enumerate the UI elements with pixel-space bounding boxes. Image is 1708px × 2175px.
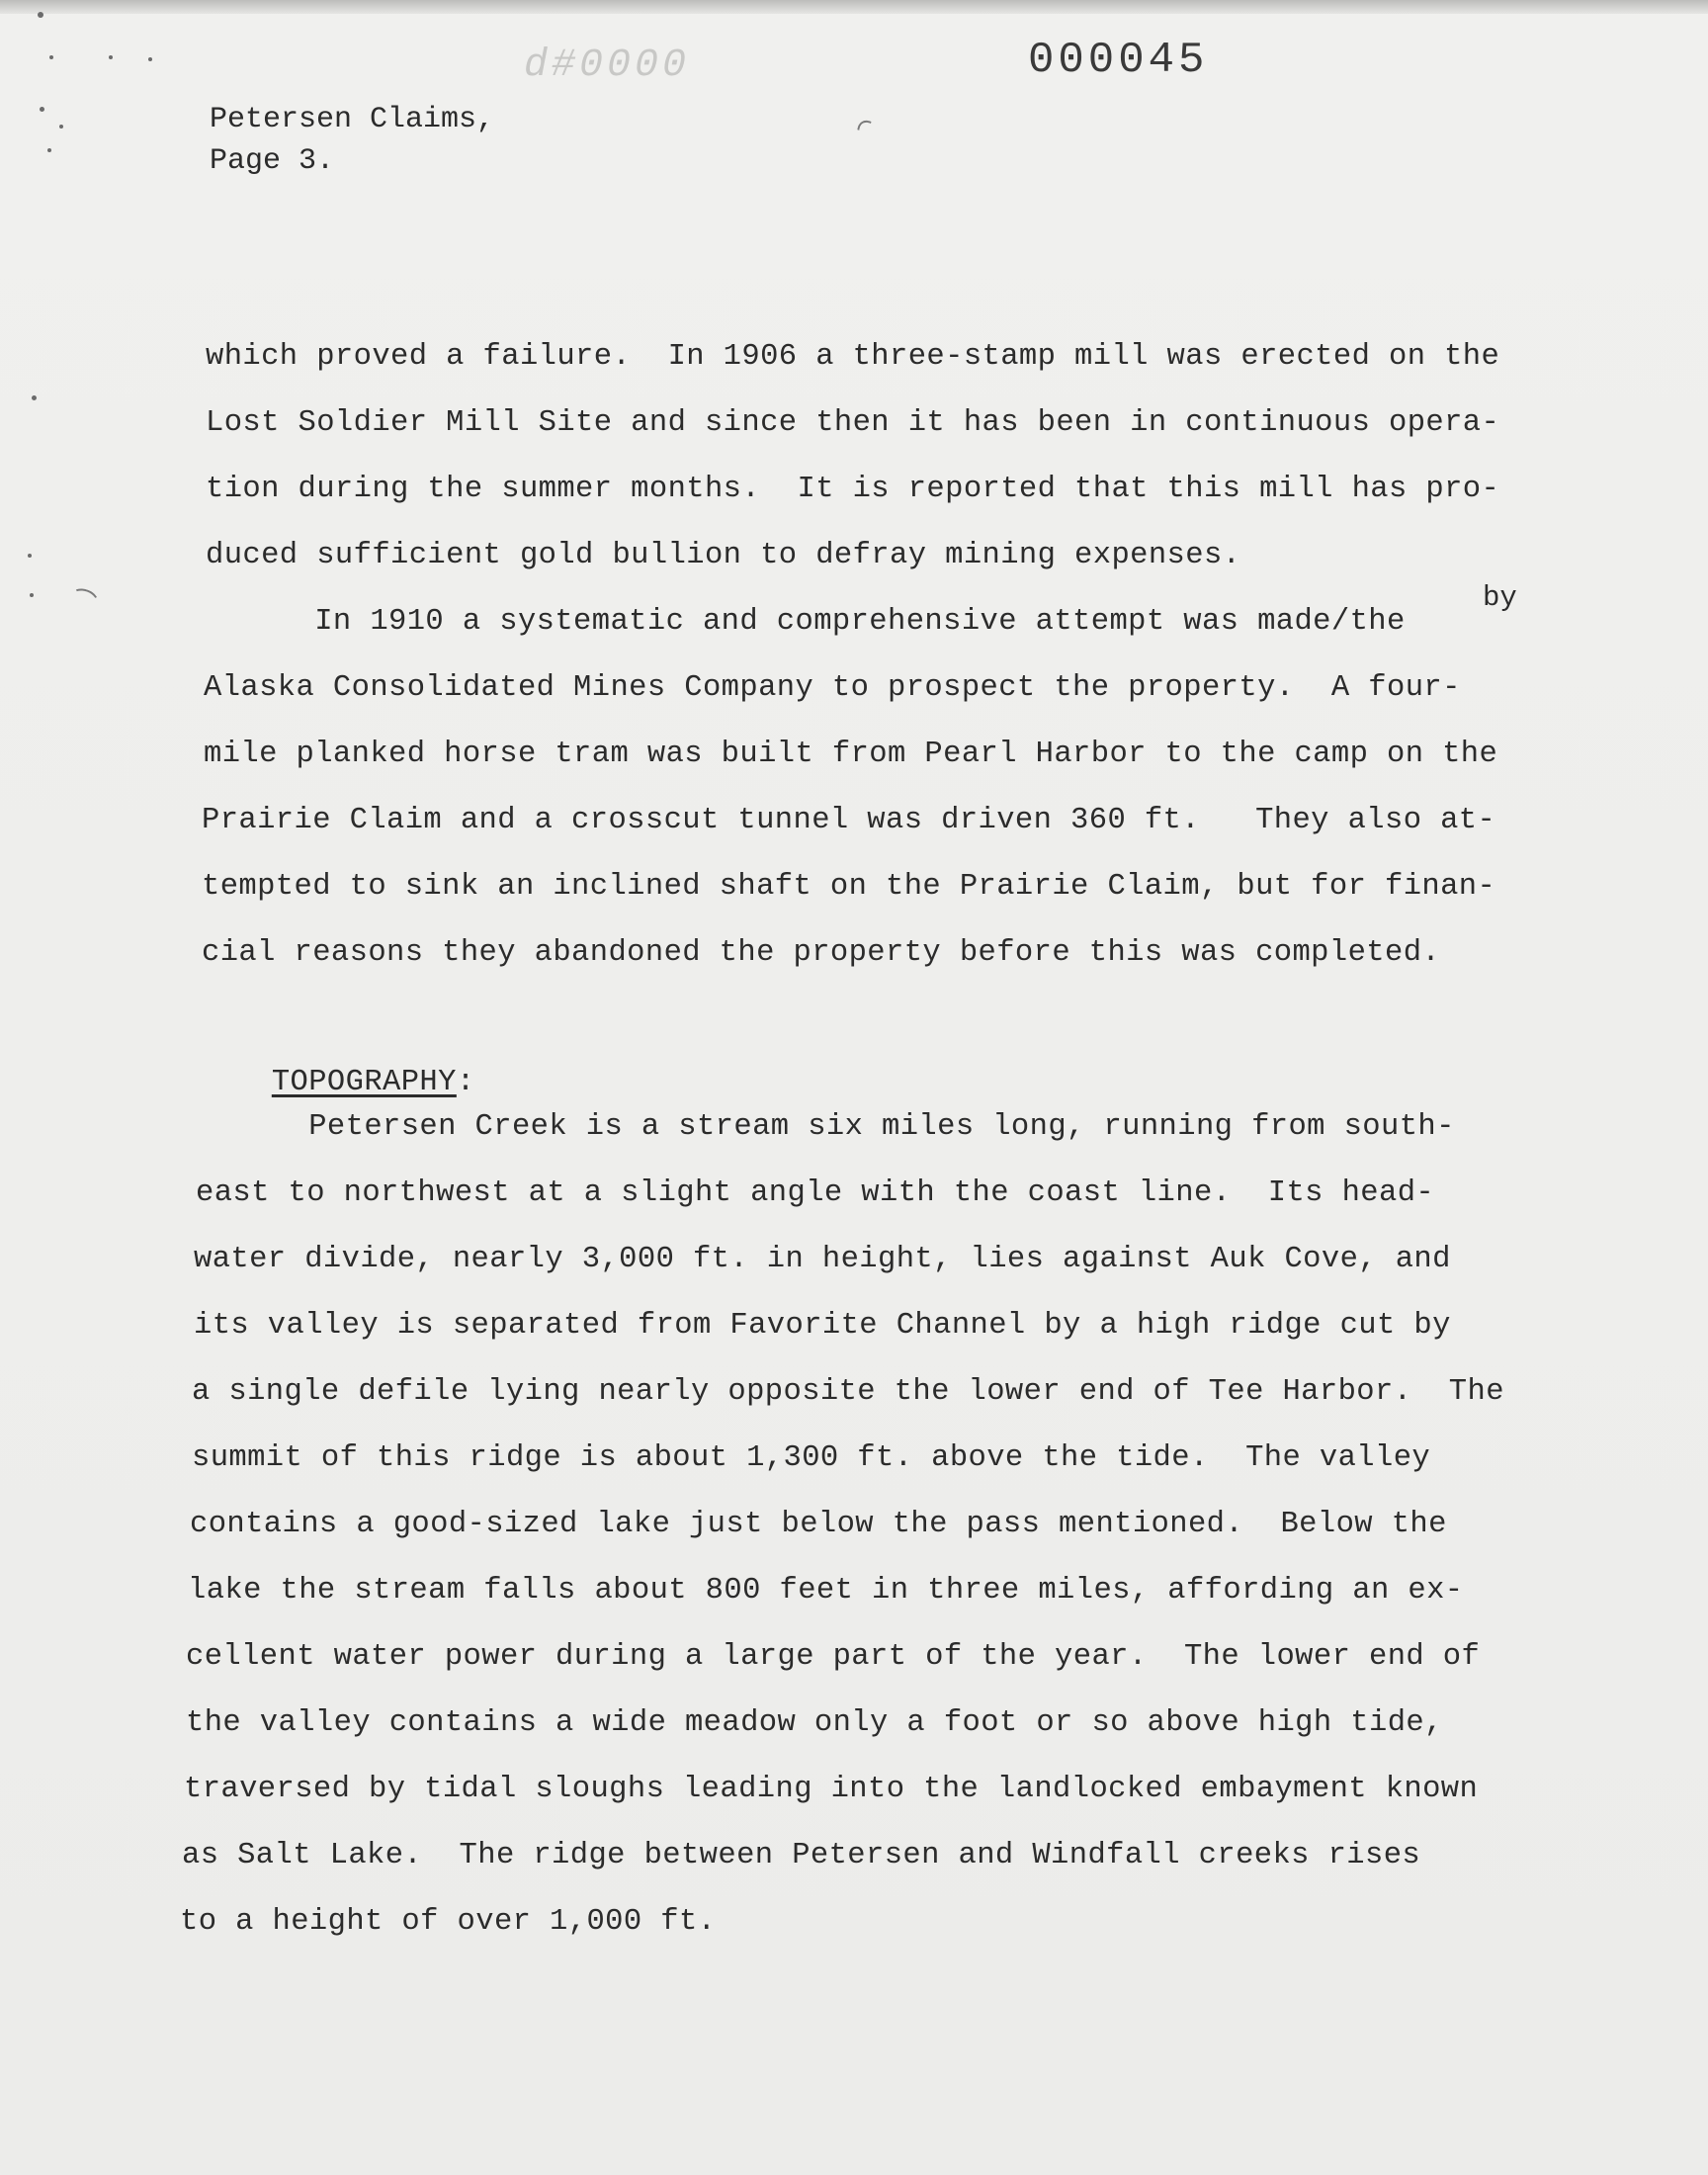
section-heading-text: TOPOGRAPHY xyxy=(271,1066,457,1099)
text-line: tempted to sink an inclined shaft on the Prairie Claim, but for finan- xyxy=(202,870,1496,904)
handwritten-insertion: by xyxy=(1483,581,1517,614)
text-line: Prairie Claim and a crosscut tunnel was driven 360 ft. They also at- xyxy=(202,804,1496,837)
speck xyxy=(28,554,32,558)
header-title: Petersen Claims, xyxy=(210,103,495,136)
speck xyxy=(59,125,63,129)
header-page-label: Page 3. xyxy=(210,144,335,178)
speck xyxy=(38,12,43,18)
text-line: summit of this ridge is about 1,300 ft. above the tide. The valley xyxy=(192,1441,1431,1475)
text-line: as Salt Lake. The ridge between Petersen and Windfall creeks rises xyxy=(182,1839,1421,1872)
pen-mark xyxy=(851,115,896,165)
section-heading-colon: : xyxy=(456,1066,475,1099)
text-line: a single defile lying nearly opposite the lower end of Tee Harbor. The xyxy=(192,1375,1504,1409)
document-header xyxy=(210,99,494,182)
text-line: Alaska Consolidated Mines Company to prospect the property. A four- xyxy=(204,671,1461,705)
stamped-page-number: 000045 xyxy=(1028,36,1209,85)
text-line: east to northwest at a slight angle with the coast line. Its head- xyxy=(196,1176,1435,1210)
text-line: tion during the summer months. It is reported that this mill has pro- xyxy=(206,473,1500,506)
text-line: contains a good-sized lake just below the pass mentioned. Below the xyxy=(190,1508,1447,1541)
pen-mark xyxy=(66,585,102,616)
speck xyxy=(109,55,113,59)
speck xyxy=(49,55,53,59)
speck xyxy=(148,57,152,61)
text-line: mile planked horse tram was built from Pearl Harbor to the camp on the xyxy=(204,738,1498,771)
page-top-edge xyxy=(0,0,1708,14)
text-line: the valley contains a wide meadow only a foot or so above high tide, xyxy=(186,1706,1443,1740)
text-line: cial reasons they abandoned the property before this was completed. xyxy=(202,936,1441,970)
speck xyxy=(30,593,34,597)
text-line: traversed by tidal sloughs leading into the landlocked embayment known xyxy=(184,1773,1479,1806)
text-line: In 1910 a systematic and comprehensive attempt was made/the xyxy=(204,605,1406,639)
text-line: cellent water power during a large part of the year. The lower end of xyxy=(186,1640,1481,1674)
speck xyxy=(40,107,44,112)
text-line: its valley is separated from Favorite Channel by a high ridge cut by xyxy=(194,1309,1451,1343)
text-line: Petersen Creek is a stream six miles long, running from south- xyxy=(198,1110,1455,1144)
text-line: lake the stream falls about 800 feet in three miles, affording an ex- xyxy=(188,1574,1464,1608)
text-line: duced sufficient gold bullion to defray mining expenses. xyxy=(206,539,1241,572)
speck xyxy=(47,148,51,152)
text-line: Lost Soldier Mill Site and since then it has been in continuous opera- xyxy=(206,406,1500,440)
text-line: to a height of over 1,000 ft. xyxy=(180,1905,717,1939)
text-line: water divide, nearly 3,000 ft. in height, lies against Auk Cove, and xyxy=(194,1243,1451,1276)
speck xyxy=(32,395,37,400)
faded-page-number: d#0000 xyxy=(524,44,691,88)
text-line: which proved a failure. In 1906 a three-stamp mill was erected on the xyxy=(206,340,1500,374)
